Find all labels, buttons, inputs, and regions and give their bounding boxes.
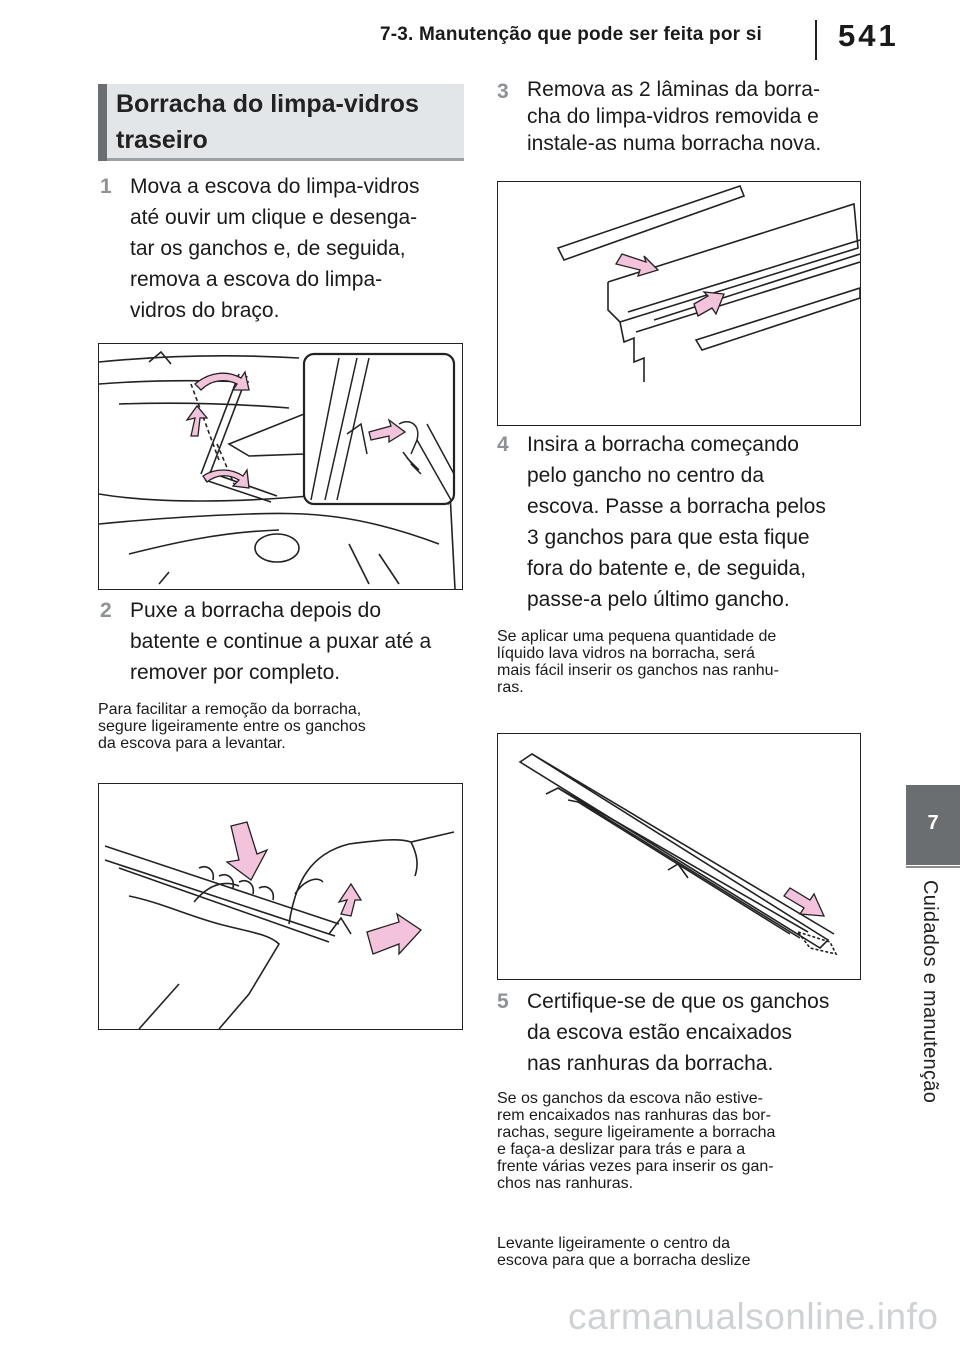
step-line: pelo gancho no centro da bbox=[527, 464, 765, 487]
step-line: cha do limpa-vidros removida e bbox=[527, 105, 819, 128]
note-line: rem encaixados nas ranhuras das bor- bbox=[497, 1107, 771, 1124]
step-line: nas ranhuras da borracha. bbox=[527, 1052, 774, 1075]
step-line: escova. Passe a borracha pelos bbox=[527, 495, 826, 518]
watermark: carmanualsonline.info bbox=[568, 1296, 939, 1337]
note-line: rachas, segure ligeiramente a borracha bbox=[497, 1124, 776, 1141]
note-line: segure ligeiramente entre os ganchos bbox=[98, 718, 366, 735]
step-line: 3 ganchos para que esta fique bbox=[527, 526, 810, 549]
note-line: líquido lava vidros na borracha, será bbox=[497, 645, 755, 662]
note-step-5-continued bbox=[497, 1235, 877, 1269]
step-line: fora do batente e, de seguida, bbox=[527, 557, 807, 580]
step-line: Remova as 2 lâminas da borra- bbox=[527, 78, 820, 101]
note-line: frente várias vezes para inserir os gan- bbox=[497, 1158, 774, 1175]
step-line: Insira a borracha começando bbox=[527, 433, 799, 456]
step-line: Mova a escova do limpa-vidros bbox=[130, 175, 420, 198]
figure-pull-rubber bbox=[98, 783, 463, 1030]
section-title: Borracha do limpa-vidros traseiro bbox=[116, 90, 419, 154]
note-step-4 bbox=[497, 628, 877, 696]
step-number: 4 bbox=[497, 433, 509, 456]
step-line: remova a escova do limpa- bbox=[130, 268, 383, 291]
step-line: Puxe a borracha depois do bbox=[130, 599, 382, 622]
section-header: 7-3. Manutenção que pode ser feita por si bbox=[380, 24, 762, 45]
step-line: instale-as numa borracha nova. bbox=[527, 132, 822, 155]
step-3 bbox=[497, 76, 877, 171]
note-line: Levante ligeiramente o centro da bbox=[497, 1235, 731, 1252]
step-line: até ouvir um clique e desenga- bbox=[130, 206, 418, 229]
note-line: e faça-a deslizar para trás e para a bbox=[497, 1141, 746, 1158]
note-line: chos nas ranhuras. bbox=[497, 1175, 634, 1192]
step-number: 1 bbox=[100, 175, 112, 198]
step-line: batente e continue a puxar até a bbox=[130, 630, 432, 653]
chapter-title: Cuidados e manutenção bbox=[919, 880, 941, 1104]
note-line: mais fácil inserir os ganchos nas ranhu- bbox=[497, 662, 779, 679]
step-line: passe-a pelo último gancho. bbox=[527, 588, 790, 611]
note-line: ras. bbox=[497, 679, 524, 696]
page-number: 541 bbox=[838, 18, 899, 53]
figure-wiper-blade bbox=[497, 733, 861, 980]
step-line: da escova estão encaixados bbox=[527, 1021, 793, 1044]
chapter-tab-divider bbox=[906, 866, 960, 868]
chapter-number: 7 bbox=[927, 812, 939, 834]
step-line: remover por completo. bbox=[130, 661, 341, 684]
figure-blades bbox=[497, 181, 861, 426]
note-line: Para facilitar a remoção da borracha, bbox=[98, 701, 362, 718]
note-line: Se aplicar uma pequena quantidade de bbox=[497, 628, 777, 645]
note-line: da escova para a levantar. bbox=[98, 735, 286, 752]
figure-wiper-removal bbox=[98, 343, 463, 590]
section-heading-bar bbox=[98, 84, 107, 161]
step-line: tar os ganchos e, de seguida, bbox=[130, 237, 406, 260]
header-divider bbox=[815, 20, 817, 60]
note-step-5 bbox=[497, 1090, 877, 1192]
step-line: Certifique-se de que os ganchos bbox=[527, 990, 830, 1013]
step-number: 5 bbox=[497, 990, 509, 1013]
note-line: escova para que a borracha deslize bbox=[497, 1252, 751, 1269]
step-5 bbox=[497, 986, 877, 1081]
step-2 bbox=[100, 595, 470, 690]
step-number: 3 bbox=[497, 80, 509, 103]
step-line: vidros do braço. bbox=[130, 299, 280, 322]
step-number: 2 bbox=[100, 599, 112, 622]
note-step-2 bbox=[98, 701, 468, 752]
step-4 bbox=[497, 429, 877, 619]
note-line: Se os ganchos da escova não estive- bbox=[497, 1090, 763, 1107]
step-1 bbox=[100, 171, 470, 331]
